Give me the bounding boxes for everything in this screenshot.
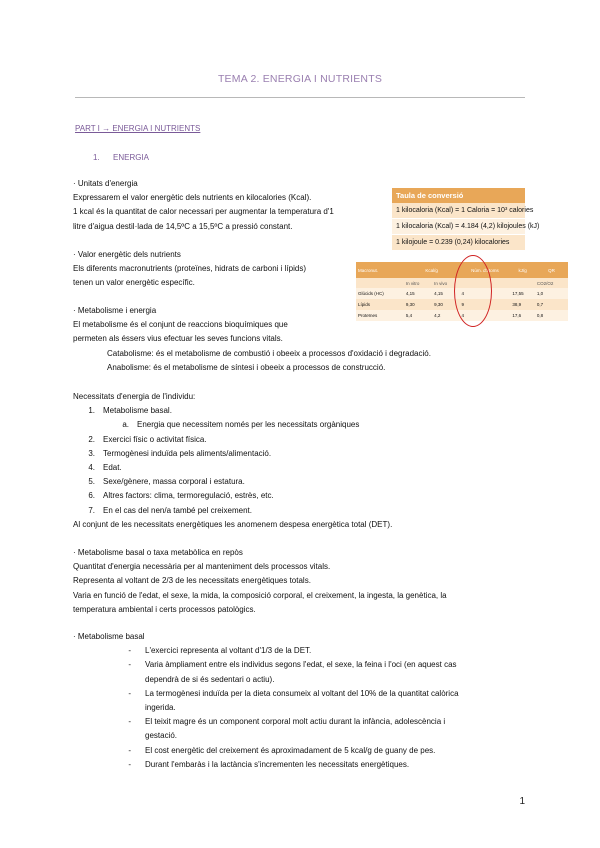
red-circle-annotation <box>454 255 492 327</box>
list-number: 4. <box>88 463 95 473</box>
table-cell: 1,0 <box>535 288 568 299</box>
list-number: 5. <box>88 477 95 487</box>
conversion-table <box>392 188 540 251</box>
metabolisme-heading: · Metabolisme i energia <box>73 306 157 315</box>
basal-line: Varia en funció de l'edat, el sexe, la mida, la composició corporal, el creixement, la ingesta, la genètica, la <box>73 590 447 600</box>
conversion-table-title: Taula de conversió <box>392 188 525 203</box>
table-cell: 4,15 <box>432 288 459 299</box>
section-label: ENERGIA <box>113 153 150 162</box>
nutrient-subheader: In vitro <box>404 278 432 288</box>
table-cell: 4 <box>459 288 510 299</box>
table-cell: 0,8 <box>535 310 568 321</box>
basal-line: Quantitat d'energia necessària per al manteniment dels processos vitals. <box>73 562 331 572</box>
table-cell: 17,55 <box>510 288 535 299</box>
valor-line: tenen un valor energètic específic. <box>73 278 195 288</box>
list-text: En el cas del nen/a també pel creixement. <box>103 505 252 515</box>
valor-block <box>73 248 306 291</box>
list-number: 1. <box>88 406 95 416</box>
table-cell: 9 <box>459 299 510 310</box>
list-text: Edat. <box>103 463 122 473</box>
part-heading: PART I → ENERGIA I NUTRIENTS <box>75 124 201 133</box>
nutrient-subheader: In vivo <box>432 278 459 288</box>
basal2-heading: · Metabolisme basal <box>73 632 145 641</box>
list-text: gestació. <box>145 731 178 741</box>
catabolisme-line: Catabolisme: és el metabolisme de combustió i obeeix a processos d'oxidació i degradació. <box>107 348 431 358</box>
list-item <box>73 461 392 475</box>
basal-heading: · Metabolisme basal o taxa metabòlica en repòs <box>73 548 243 557</box>
unitats-heading: · Unitats d'energia <box>73 179 138 188</box>
list-text: Energia que necessitem només per les necessitats orgàniques <box>137 420 360 430</box>
list-text: Altres factors: clima, termoregulació, estrès, etc. <box>103 491 274 501</box>
table-cell: 4,2 <box>432 310 459 321</box>
list-item <box>73 447 392 461</box>
table-cell: 9,30 <box>432 299 459 310</box>
list-item: - El cost energètic del creixement és aproximadament de 5 kcal/g de guany de pes. <box>73 744 459 758</box>
list-item: - Varia àmpliament entre els individus segons l'edat, el sexe, la feina i l'oci (en aquest cas <box>73 658 459 672</box>
list-number: 7. <box>88 505 95 515</box>
nutrient-header: kJ/g <box>510 262 535 278</box>
basal-block <box>73 546 447 617</box>
list-text: El teixit magre és un component corporal molt actiu durant la infància, adolescència i <box>145 717 446 727</box>
nutrient-subheader: CO2/O2 <box>535 278 568 288</box>
list-text: Termogènesi induïda pels aliments/alimentació. <box>103 448 272 458</box>
basal-line: temperatura ambiental i certs processos patològics. <box>73 604 256 614</box>
nutrient-header: Macronut. <box>356 262 404 278</box>
table-cell: 0,7 <box>535 299 568 310</box>
valor-line: Els diferents macronutrients (proteïnes, hidrats de carboni i lípids) <box>73 264 306 274</box>
conversion-row: 1 kilojoule = 0.239 (0,24) kilocalories <box>392 235 525 251</box>
necessitats-block <box>73 390 392 532</box>
necessitats-closing: Al conjunt de les necessitats energètiques les anomenem despesa energètica total (DET). <box>73 519 393 529</box>
list-item <box>73 489 392 503</box>
basal-line: Representa al voltant de 2/3 de les necessitats energètiques totals. <box>73 576 311 586</box>
section-number: 1. <box>93 153 100 162</box>
table-cell: 17,6 <box>510 310 535 321</box>
anabolisme-line: Anabolisme: és el metabolisme de síntesi i obeeix a processos de construcció. <box>107 362 386 372</box>
necessitats-heading: Necessitats d'energia de l'individu: <box>73 392 196 401</box>
list-text: Metabolisme basal. <box>103 406 172 416</box>
table-cell: Glúcids (HC) <box>356 288 404 299</box>
nutrient-subheader <box>356 278 404 288</box>
table-cell: 5,4 <box>404 310 432 321</box>
basal2-block <box>73 630 459 772</box>
list-text: Exercici físic o activitat física. <box>103 434 207 444</box>
table-cell: Proteïnes <box>356 310 404 321</box>
metabolisme-block <box>73 304 431 375</box>
table-cell: 9,30 <box>404 299 432 310</box>
list-item <box>73 418 392 432</box>
list-item <box>73 475 392 489</box>
nutrient-header: Núm. d'àtoms <box>459 262 510 278</box>
list-item <box>73 404 392 418</box>
table-cell: 38,9 <box>510 299 535 310</box>
nutrient-header: QR <box>535 262 568 278</box>
unitats-line: litre d'aigua destil·lada de 14,5ºC a 15,5ºC a pressió constant. <box>73 221 293 231</box>
page-number: 1 <box>519 796 525 807</box>
table-cell: Lípids <box>356 299 404 310</box>
list-text: Durant l'embaràs i la lactància s'incrementen les necessitats energètiques. <box>145 759 410 769</box>
unitats-line: Expressarem el valor energètic dels nutrients en kilocalories (Kcal). <box>73 193 312 203</box>
list-number: 6. <box>88 491 95 501</box>
list-item: - Durant l'embaràs i la lactància s'incrementen les necessitats energètiques. <box>73 758 459 772</box>
list-text: Sexe/gènere, massa corporal i estatura. <box>103 477 245 487</box>
list-item-continuation <box>73 673 459 687</box>
list-item <box>73 433 392 447</box>
valor-heading: · Valor energètic dels nutrients <box>73 250 181 259</box>
list-item: - El teixit magre és un component corporal molt actiu durant la infància, adolescència i <box>73 715 459 729</box>
list-item-continuation <box>73 701 459 715</box>
list-item: - L'exercici representa al voltant d'1/3 de la DET. <box>73 644 459 658</box>
list-text: Varia àmpliament entre els individus segons l'edat, el sexe, la feina i l'oci (en aquest cas <box>145 660 457 670</box>
conversion-row: 1 kilocaloria (Kcal) = 1 Caloria = 10³ calories <box>392 203 525 219</box>
unitats-block <box>73 177 334 234</box>
list-number: 3. <box>88 448 95 458</box>
list-text: dependrà de si és sedentari o actiu). <box>145 674 275 684</box>
metabolisme-line: El metabolisme és el conjunt de reaccions bioquímiques que <box>73 320 288 330</box>
title-divider <box>75 97 525 98</box>
metabolisme-line: permeten als éssers vius efectuar les seves funcions vitals. <box>73 334 283 344</box>
list-text: El cost energètic del creixement és aproximadament de 5 kcal/g de guany de pes. <box>145 745 436 755</box>
section-heading <box>93 153 149 162</box>
list-number: 2. <box>88 434 95 444</box>
list-text: ingerida. <box>145 703 176 713</box>
conversion-row: 1 kilocaloria (Kcal) = 4.184 (4,2) kilojoules (kJ) <box>392 219 525 235</box>
list-number: a. <box>122 420 129 430</box>
nutrient-header: Kcal/g <box>404 262 460 278</box>
nutrient-subheader <box>510 278 535 288</box>
list-text: L'exercici representa al voltant d'1/3 de la DET. <box>145 646 312 656</box>
list-item: - La termogènesi induïda per la dieta consumeix al voltant del 10% de la quantitat calòrica <box>73 687 459 701</box>
unitats-line: 1 kcal és la quantitat de calor necessari per augmentar la temperatura d'1 <box>73 207 334 217</box>
list-text: La termogènesi induïda per la dieta consumeix al voltant del 10% de la quantitat calòrica <box>145 688 459 698</box>
table-cell: 4,15 <box>404 288 432 299</box>
page-title: TEMA 2. ENERGIA I NUTRIENTS <box>217 73 383 85</box>
table-cell: 4 <box>459 310 510 321</box>
list-item-continuation <box>73 729 459 743</box>
list-item <box>73 504 392 518</box>
